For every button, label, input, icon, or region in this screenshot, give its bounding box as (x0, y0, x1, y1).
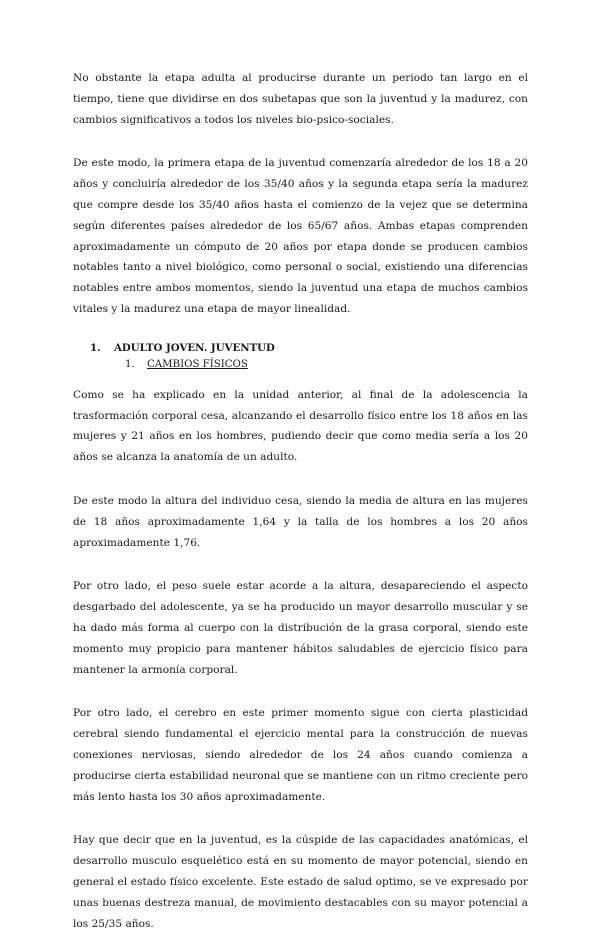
paragraph-spacer (73, 468, 528, 491)
section-heading-number: 1. (90, 341, 101, 354)
document-page (73, 68, 528, 934)
paragraph-spacer (73, 320, 528, 340)
subsection-heading (73, 357, 528, 372)
section-heading (73, 340, 528, 357)
intro-paragraph-2: De este modo, la primera etapa de la juventud comenzaría alrededor de los 18 a 20 años y concluiría alrededor de los 35/40 años y la segunda etapa sería la madurez que compre desde los 35/40 años hasta el comienzo de la vejez que se determina según diferentes países alrededor de los 65/67 años. Ambas etapas comprenden aproximadamente un cómputo de 20 años por etapa donde se producen cambios notables tanto a nivel biológico, como personal o social, existiendo una diferencias notables entre ambos momentos, siendo la juventud una etapa de muchos cambios vitales y la madurez una etapa de mayor linealidad. (73, 157, 528, 315)
section-paragraph-1: Como se ha explicado en la unidad anterior, al final de la adolescencia la trasformación corporal cesa, alcanzando el desarrollo físico entre los 18 años en las mujeres y 21 años en los hombres, pudiendo decir que como media sería a los 20 años se alcanza la anatomía de un adulto. (73, 388, 528, 464)
section-paragraph-3: Por otro lado, el peso suele estar acorde a la altura, desapareciendo el aspecto desgarbado del adolescente, ya se ha producido un mayor desarrollo muscular y se ha dado más forma al cuerpo con la distribución de la grasa corporal, siendo este momento muy propicio para mantener hábitos saludables de ejercicio físico para mantener la armonía corporal. (73, 580, 528, 676)
section-paragraph-5: Hay que decir que en la juventud, es la cúspide de las capacidades anatómicas, el desarrollo musculo esquelético está en su momento de mayor potencial, siendo en general el estado físico excelente. Este estado de salud optimo, se ve expresado por unas buenas destreza manual, de movimiento destacables con su mayor potencial a los 25/35 años. (73, 834, 528, 930)
section-paragraph-2: De este modo la altura del individuo cesa, siendo la media de altura en las mujeres de 18 años aproximadamente 1,64 y la talla de los hombres a los 20 años aproximadamente 1,76. (73, 494, 528, 549)
intro-paragraph-1: No obstante la etapa adulta al producirse durante un periodo tan largo en el tiempo, tiene que dividirse en dos subetapas que son la juventud y la madurez, con cambios significativos a todos los niveles bio-psico-sociales. (73, 72, 528, 126)
heading-spacer (73, 372, 528, 385)
paragraph-spacer (73, 807, 528, 830)
paragraph-spacer (73, 680, 528, 703)
section-paragraph-4: Por otro lado, el cerebro en este primer momento sigue con cierta plasticidad cerebral siendo fundamental el ejercicio mental para la construcción de nuevas conexiones nerviosas, siendo alrededor de los 24 años cuando comienza a producirse cierta estabilidad neuronal que se mantiene con un ritmo creciente pero más lento hasta los 30 años aproximadamente. (73, 707, 528, 803)
paragraph-spacer (73, 130, 528, 153)
paragraph-spacer (73, 553, 528, 576)
subsection-heading-number: 1. (125, 358, 135, 370)
section-heading-text: ADULTO JOVEN. JUVENTUD (114, 341, 275, 354)
subsection-heading-text: CAMBIOS FÍSICOS (147, 358, 248, 370)
